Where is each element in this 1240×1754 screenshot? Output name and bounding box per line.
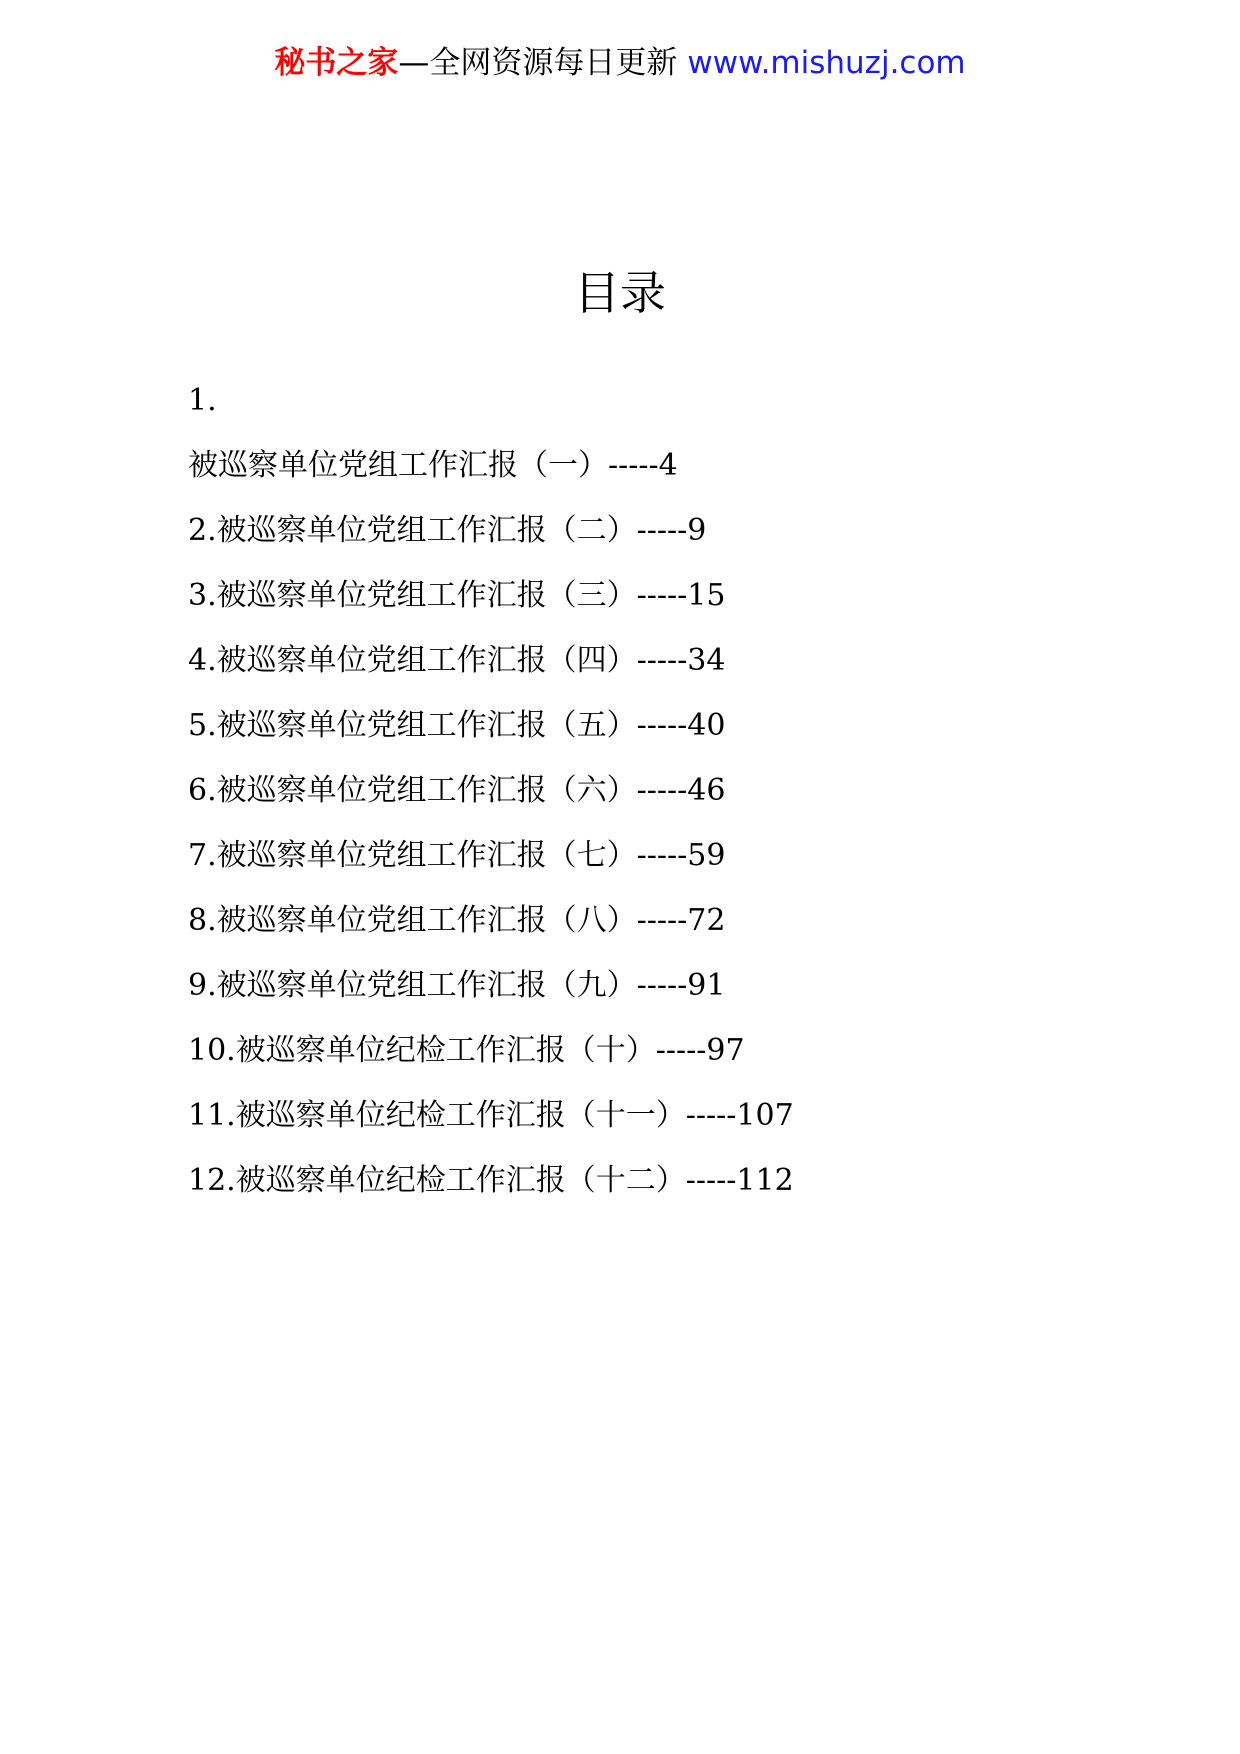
table-of-contents [188, 368, 1088, 1213]
site-header [0, 40, 1240, 86]
toc-line: 1. [188, 383, 217, 418]
header-slogan: —全网资源每日更新 [398, 45, 678, 81]
site-url-link[interactable]: www.mishuzj.com [687, 45, 966, 81]
toc-entry[interactable]: 11.被巡察单位纪检工作汇报（十一）-----107 [188, 1098, 794, 1133]
toc-entry[interactable]: 8.被巡察单位党组工作汇报（八）-----72 [188, 903, 726, 938]
toc-entry[interactable]: 7.被巡察单位党组工作汇报（七）-----59 [188, 838, 726, 873]
toc-entry[interactable]: 4.被巡察单位党组工作汇报（四）-----34 [188, 643, 726, 678]
toc-entry[interactable]: 6.被巡察单位党组工作汇报（六）-----46 [188, 773, 726, 808]
toc-entry[interactable]: 12.被巡察单位纪检工作汇报（十二）-----112 [188, 1163, 794, 1198]
toc-entry[interactable]: 2.被巡察单位党组工作汇报（二）-----9 [188, 513, 707, 548]
toc-entry[interactable]: 被巡察单位党组工作汇报（一）-----4 [188, 448, 678, 483]
toc-entry[interactable]: 10.被巡察单位纪检工作汇报（十）-----97 [188, 1033, 745, 1068]
toc-entry[interactable]: 5.被巡察单位党组工作汇报（五）-----40 [188, 708, 726, 743]
toc-entry[interactable]: 9.被巡察单位党组工作汇报（九）-----91 [188, 968, 726, 1003]
page-title: 目录 [574, 266, 666, 320]
toc-entry[interactable]: 3.被巡察单位党组工作汇报（三）-----15 [188, 578, 726, 613]
brand-name: 秘书之家 [274, 45, 399, 81]
